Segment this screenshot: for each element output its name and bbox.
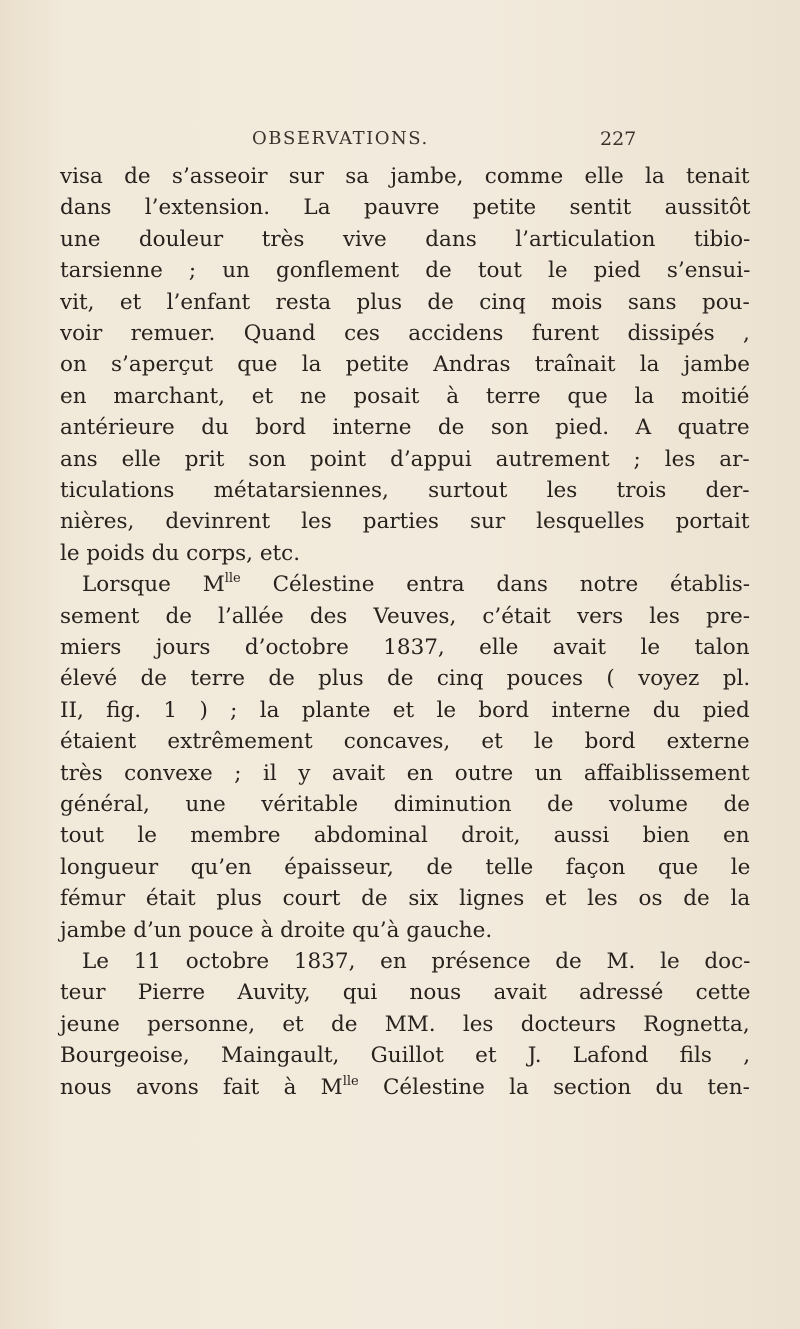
text-line: ans elle prit son point d’appui autrement ; les ar- xyxy=(60,446,750,472)
text-line: nières, devinrent les parties sur lesquelles portait xyxy=(60,509,750,535)
text-line: ticulations métatarsiennes, surtout les trois der- xyxy=(60,478,750,503)
text-line: vit, et l’enfant resta plus de cinq mois sans pou- xyxy=(60,289,750,315)
text-line: voir remuer. Quand ces accidens furent dissipés , xyxy=(60,321,750,346)
text-line xyxy=(60,1073,750,1103)
text-line: sement de l’allée des Veuves, c’était vers les pre- xyxy=(60,603,751,629)
text-line: tout le membre abdominal droit, aussi bien en xyxy=(60,823,750,849)
text-line: Le 11 octobre 1837, en présence de M. le doc- xyxy=(82,949,751,974)
page-number: 227 xyxy=(600,128,637,150)
running-title: OBSERVATIONS. xyxy=(252,128,429,149)
text-line: Bourgeoise, Maingault, Guillot et J. Lafond fils , xyxy=(60,1043,751,1069)
text-line: visa de s’asseoir sur sa jambe, comme elle la tenait xyxy=(60,164,750,189)
text-line: le poids du corps, etc. xyxy=(60,540,301,566)
text-line: miers jours d’octobre 1837, elle avait le talon xyxy=(60,635,750,660)
text-run: Lorsque M xyxy=(82,572,225,598)
text-line: antérieure du bord interne de son pied. A quatre xyxy=(60,415,750,441)
superscript-abbrev: lle xyxy=(342,1073,359,1089)
text-line: une douleur très vive dans l’articulation tibio- xyxy=(60,226,751,252)
text-line: longueur qu’en épaisseur, de telle façon que le xyxy=(60,854,751,880)
text-line xyxy=(82,570,750,600)
text-line: très convexe ; il y avait en outre un affaiblissement xyxy=(60,760,750,786)
text-line: teur Pierre Auvity, qui nous avait adressé cette xyxy=(60,980,751,1006)
text-line: fémur était plus court de six lignes et les os de la xyxy=(60,886,751,912)
page-header xyxy=(0,128,800,156)
text-line: on s’aperçut que la petite Andras traînait la jambe xyxy=(60,352,750,378)
text-run: Célestine la section du ten- xyxy=(358,1074,750,1100)
text-line: en marchant, et ne posait à terre que la moitié xyxy=(60,383,750,409)
text-line: étaient extrêmement concaves, et le bord externe xyxy=(60,729,750,755)
text-run: Célestine entra dans notre établis- xyxy=(240,572,750,598)
text-line: général, une véritable diminution de volume de xyxy=(60,792,750,817)
text-line: jeune personne, et de MM. les docteurs Rognetta, xyxy=(60,1011,750,1037)
text-line: dans l’extension. La pauvre petite sentit aussitôt xyxy=(60,195,751,221)
text-line: tarsienne ; un gonflement de tout le pied s’ensui- xyxy=(60,258,751,284)
text-line: élevé de terre de plus de cinq pouces ( voyez pl. xyxy=(60,666,751,692)
text-run: nous avons fait à M xyxy=(60,1074,343,1100)
text-line: II, fig. 1 ) ; la plante et le bord interne du pied xyxy=(60,697,750,723)
superscript-abbrev: lle xyxy=(224,571,241,587)
text-line: jambe d’un pouce à droite qu’à gauche. xyxy=(60,917,493,943)
